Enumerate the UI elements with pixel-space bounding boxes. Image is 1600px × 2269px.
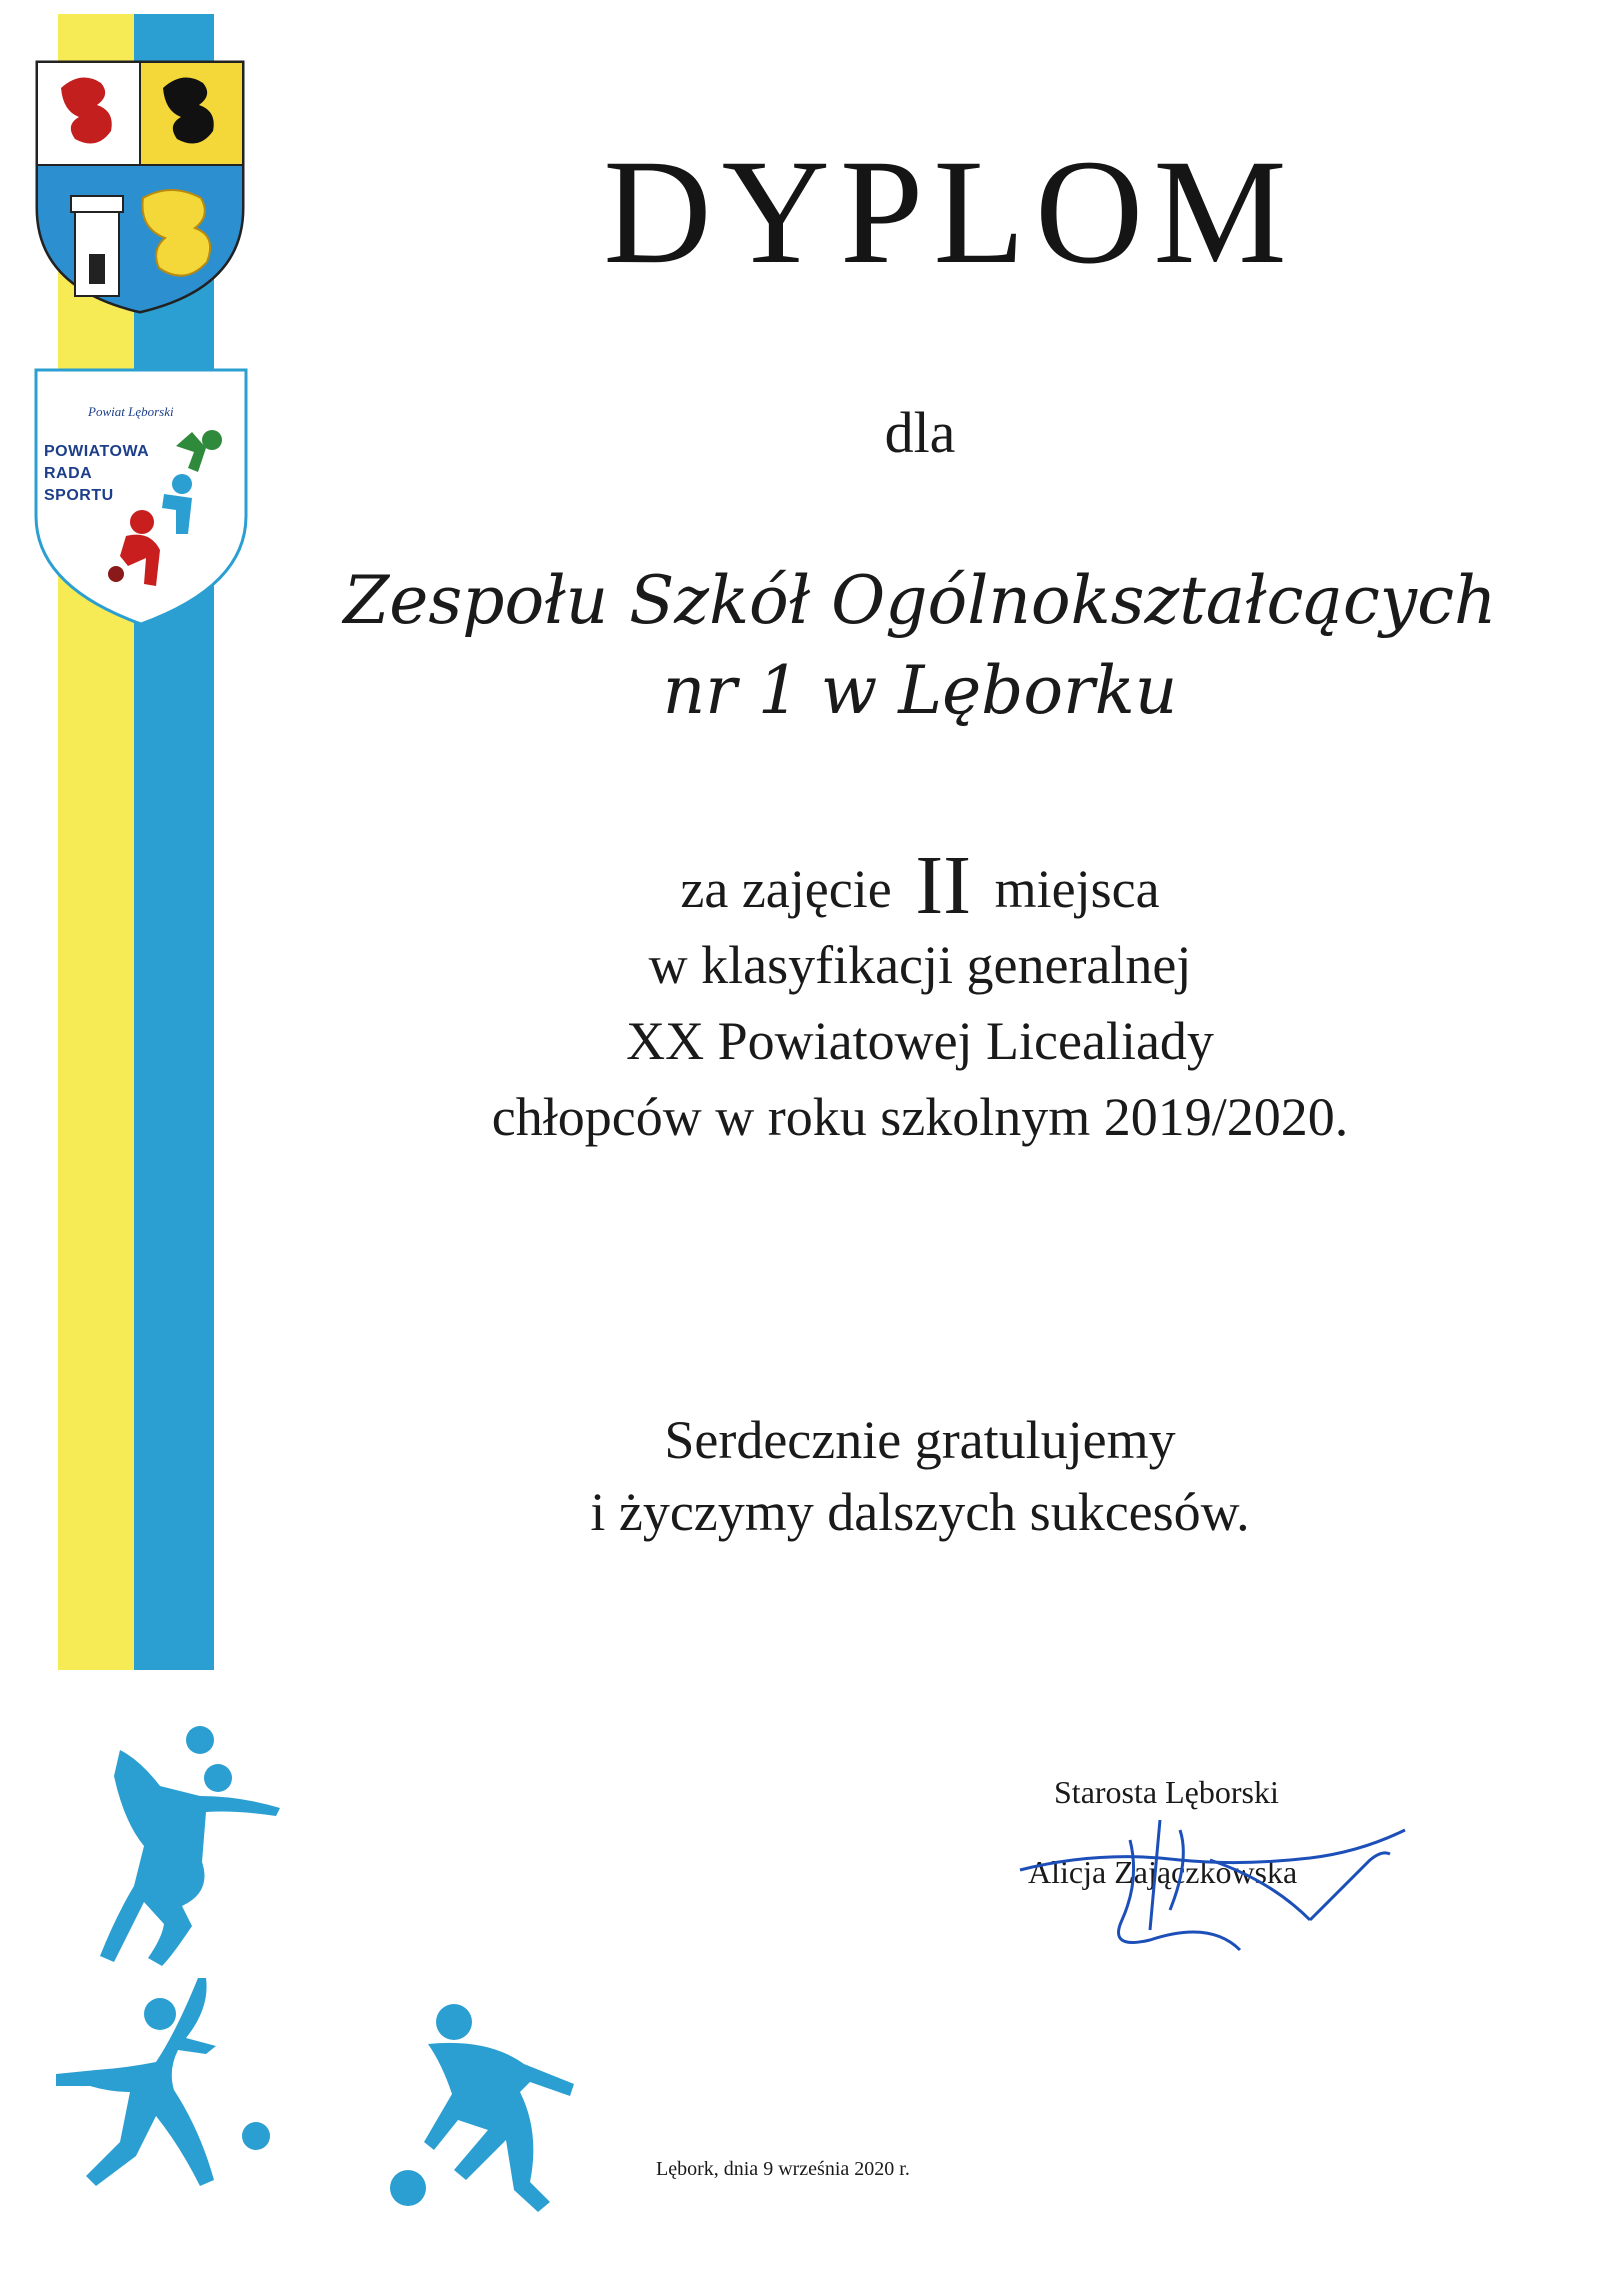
signatory-title: Starosta Lęborski <box>1054 1774 1279 1810</box>
issue-date: Lębork, dnia 9 września 2020 r. <box>656 2158 910 2180</box>
soccer-player-icon <box>56 1978 276 2228</box>
award-line-3: XX Powiatowej Licealiady <box>626 1011 1214 1071</box>
council-line-1: POWIATOWA <box>44 443 150 460</box>
sports-council-logo <box>32 366 250 628</box>
handwritten-signature-icon <box>1010 1800 1420 1980</box>
volleyball-player-icon <box>60 1720 280 1970</box>
wishes <box>300 1404 1540 1548</box>
basketball-player-icon <box>388 2000 578 2230</box>
wish-line-2: i życzymy dalszych sukcesów. <box>590 1482 1250 1542</box>
award-line-1 <box>300 839 1540 932</box>
wish-line-1: Serdecznie gratulujemy <box>664 1410 1176 1470</box>
award-line-4: chłopców w roku szkolnym 2019/2020. <box>491 1087 1349 1147</box>
for-label: dla <box>884 400 956 465</box>
council-line-2: RADA <box>44 465 93 482</box>
signatory-name: Alicja Zajączkowska <box>1028 1854 1298 1890</box>
award-suffix: miejsca <box>994 859 1160 919</box>
award-prefix: za zajęcie <box>680 859 892 919</box>
award-line-2: w klasyfikacji generalnej <box>648 935 1192 995</box>
award-place: II <box>915 839 972 932</box>
recipient-line-2: nr 1 w Lęborku <box>662 652 1178 729</box>
page-title: DYPLOM <box>603 129 1297 295</box>
recipient-line-1: Zespołu Szkół Ogólnokształcących <box>343 562 1497 639</box>
council-line-3: SPORTU <box>44 487 114 504</box>
award-text <box>300 839 1540 1155</box>
recipient <box>300 556 1540 736</box>
council-top-text: Powiat Lęborski <box>88 404 174 419</box>
